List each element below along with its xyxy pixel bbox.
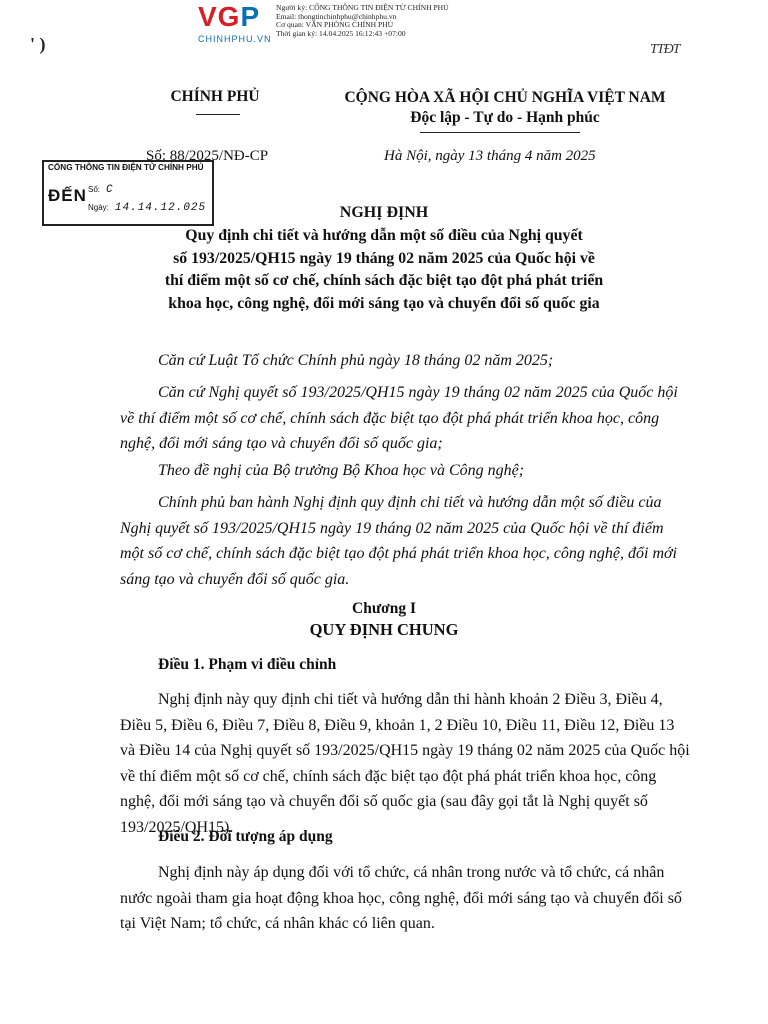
logo-subtitle: CHINHPHU.VN xyxy=(198,34,272,44)
logo-p-text: P xyxy=(240,1,261,32)
agency-line: Cơ quan: VĂN PHÒNG CHÍNH PHỦ xyxy=(276,20,394,30)
vgp-logo xyxy=(198,2,274,46)
article-1-body: Nghị định này quy định chi tiết và hướng dẫn thi hành khoản 2 Điều 3, Điều 4, Điều 5, Điều 6, Điều 7, Điều 8, Điều 9, khoản 1, 2 Điều 10, Điều 11, Điều 12, Điều 13 và Điều 14 của Nghị quyết số 193/2025/QH15 ngày 19 tháng 02 năm 2025 của Quốc hội về thí điểm một số cơ chế, chính sách đặc biệt tạo đột phá phát triển khoa học, công nghệ, đổi mới sáng tạo và chuyển đổi số quốc gia (sau đây gọi tắt là Nghị quyết số 193/2025/QH15). xyxy=(120,691,690,836)
stamp-org: CỔNG THÔNG TIN ĐIỆN TỬ CHÍNH PHỦ xyxy=(48,163,204,172)
article-1-title: Điều 1. Phạm vi điều chỉnh xyxy=(158,656,337,673)
article-2-body: Nghị định này áp dụng đối với tổ chức, cá nhân trong nước và tổ chức, cá nhân nước ngoài tham gia hoạt động khoa học, công nghệ, đổi mới sáng tạo và chuyển đổi số tại Việt Nam; tổ chức, cá nhân khác có liên quan. xyxy=(120,864,682,932)
sign-time-line: Thời gian ký: 14.04.2025 16:12:43 +07:00 xyxy=(276,28,406,38)
stamp-date-label: Ngày: xyxy=(88,203,109,212)
stamp-date-value: 14.14.12.025 xyxy=(114,202,207,214)
basis-paragraph: Theo đề nghị của Bộ trưởng Bộ Khoa học và Công nghệ; xyxy=(158,462,525,479)
document-number: Số: 88/2025/NĐ-CP xyxy=(146,148,269,164)
chapter-number: Chương I xyxy=(352,600,416,617)
stamp-so-value: C xyxy=(106,184,114,196)
agency-underline xyxy=(196,114,240,115)
subtitle-line: thí điểm một số cơ chế, chính sách đặc biệt tạo đột phá phát triển xyxy=(164,272,604,289)
document-type: NGHỊ ĐỊNH xyxy=(339,204,429,221)
basis-paragraph: Căn cứ Nghị quyết số 193/2025/QH15 ngày 19 tháng 02 năm 2025 của Quốc hội về thí điểm một số cơ chế, chính sách đặc biệt tạo đột phá phát triển khoa học, công nghệ, đổi mới sáng tạo và chuyển đổi số quốc gia; xyxy=(120,384,678,452)
issuing-agency: CHÍNH PHỦ xyxy=(170,88,260,105)
chapter-title: QUY ĐỊNH CHUNG xyxy=(309,620,459,639)
basis-paragraph: Căn cứ Luật Tổ chức Chính phủ ngày 18 tháng 02 năm 2025; xyxy=(158,352,554,369)
motto: Độc lập - Tự do - Hạnh phúc xyxy=(410,109,600,126)
stamp-so-field xyxy=(88,184,114,196)
email-line: Email: thongtinchinhphu@chinhphu.vn xyxy=(276,11,397,21)
nation-title: CỘNG HÒA XÃ HỘI CHỦ NGHĨA VIỆT NAM xyxy=(344,89,666,106)
signer-line: Người ký: CỔNG THÔNG TIN ĐIỆN TỬ CHÍNH PHỦ xyxy=(276,3,449,12)
national-header xyxy=(320,88,690,128)
subtitle-line: số 193/2025/QH15 ngày 19 tháng 02 năm 2025 của Quốc hội về xyxy=(173,249,595,267)
motto-underline xyxy=(420,132,580,133)
handwritten-mark-left: ' ) xyxy=(30,34,46,54)
digital-signature-info xyxy=(276,4,449,38)
handwritten-mark-right: TTĐT xyxy=(650,42,680,57)
subtitle-line: Quy định chi tiết và hướng dẫn một số điều của Nghị quyết xyxy=(185,227,583,244)
enactment-paragraph: Chính phủ ban hành Nghị định quy định chi tiết và hướng dẫn một số điều của Nghị quyết số 193/2025/QH15 ngày 19 tháng 02 năm 2025 của Quốc hội về thí điểm một số cơ chế, chính sách đặc biệt tạo đột phá phát triển khoa học, công nghệ, đổi mới sáng tạo và chuyển đổi số quốc gia. xyxy=(120,494,677,588)
document-subtitle xyxy=(60,225,708,315)
stamp-den: ĐẾN xyxy=(48,186,87,205)
subtitle-line: khoa học, công nghệ, đổi mới sáng tạo và chuyển đổi số quốc gia xyxy=(168,294,600,312)
logo-vg-text: VG xyxy=(198,1,241,32)
place-date: Hà Nội, ngày 13 tháng 4 năm 2025 xyxy=(384,148,596,164)
article-2-title: Điều 2. Đối tượng áp dụng xyxy=(158,828,333,845)
stamp-so-label: Số: xyxy=(88,185,101,194)
